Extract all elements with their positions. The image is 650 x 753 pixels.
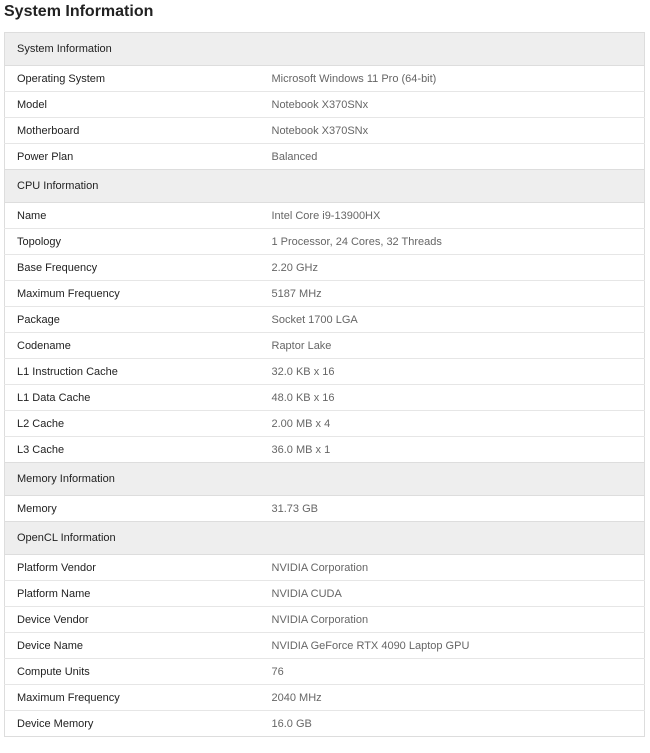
row-label: Device Name: [5, 633, 260, 659]
table-row: [5, 581, 645, 607]
row-label: L1 Instruction Cache: [5, 359, 260, 385]
row-value: Notebook X370SNx: [260, 118, 645, 144]
system-info-table: [4, 32, 645, 737]
row-label: L1 Data Cache: [5, 385, 260, 411]
table-row: [5, 203, 645, 229]
table-row: [5, 711, 645, 737]
row-value: 1 Processor, 24 Cores, 32 Threads: [260, 229, 645, 255]
row-label: Motherboard: [5, 118, 260, 144]
table-row: [5, 496, 645, 522]
row-value: 2040 MHz: [260, 685, 645, 711]
section-header-row: [5, 463, 645, 496]
row-label: L2 Cache: [5, 411, 260, 437]
row-value: 76: [260, 659, 645, 685]
row-label: Name: [5, 203, 260, 229]
row-label: Compute Units: [5, 659, 260, 685]
row-value: Raptor Lake: [260, 333, 645, 359]
row-label: Base Frequency: [5, 255, 260, 281]
row-value: 48.0 KB x 16: [260, 385, 645, 411]
section-title: CPU Information: [5, 170, 645, 203]
system-info-table-body: [5, 33, 645, 737]
row-label: Memory: [5, 496, 260, 522]
table-row: [5, 66, 645, 92]
section-header-row: [5, 522, 645, 555]
table-row: [5, 144, 645, 170]
table-row: [5, 437, 645, 463]
table-row: [5, 607, 645, 633]
row-value: 16.0 GB: [260, 711, 645, 737]
row-value: 31.73 GB: [260, 496, 645, 522]
row-label: Model: [5, 92, 260, 118]
row-label: Maximum Frequency: [5, 685, 260, 711]
page-title: System Information: [4, 3, 154, 20]
row-label: Topology: [5, 229, 260, 255]
row-value: Microsoft Windows 11 Pro (64-bit): [260, 66, 645, 92]
section-title: Memory Information: [5, 463, 645, 496]
table-row: [5, 633, 645, 659]
table-row: [5, 307, 645, 333]
row-label: Maximum Frequency: [5, 281, 260, 307]
row-value: 36.0 MB x 1: [260, 437, 645, 463]
row-label: Codename: [5, 333, 260, 359]
table-row: [5, 411, 645, 437]
row-label: Platform Name: [5, 581, 260, 607]
row-label: Power Plan: [5, 144, 260, 170]
table-row: [5, 359, 645, 385]
row-label: Operating System: [5, 66, 260, 92]
table-row: [5, 281, 645, 307]
table-row: [5, 229, 645, 255]
row-label: L3 Cache: [5, 437, 260, 463]
row-label: Device Vendor: [5, 607, 260, 633]
table-row: [5, 333, 645, 359]
row-value: Socket 1700 LGA: [260, 307, 645, 333]
table-row: [5, 118, 645, 144]
table-row: [5, 255, 645, 281]
row-value: NVIDIA CUDA: [260, 581, 645, 607]
table-row: [5, 385, 645, 411]
row-value: Notebook X370SNx: [260, 92, 645, 118]
row-value: NVIDIA Corporation: [260, 555, 645, 581]
row-value: 5187 MHz: [260, 281, 645, 307]
table-row: [5, 92, 645, 118]
row-label: Device Memory: [5, 711, 260, 737]
row-value: NVIDIA GeForce RTX 4090 Laptop GPU: [260, 633, 645, 659]
row-value: 2.00 MB x 4: [260, 411, 645, 437]
section-title: OpenCL Information: [5, 522, 645, 555]
section-title: System Information: [5, 33, 645, 66]
row-value: Balanced: [260, 144, 645, 170]
row-label: Platform Vendor: [5, 555, 260, 581]
row-value: NVIDIA Corporation: [260, 607, 645, 633]
table-row: [5, 555, 645, 581]
section-header-row: [5, 33, 645, 66]
row-value: 32.0 KB x 16: [260, 359, 645, 385]
row-value: Intel Core i9-13900HX: [260, 203, 645, 229]
table-row: [5, 659, 645, 685]
section-header-row: [5, 170, 645, 203]
row-value: 2.20 GHz: [260, 255, 645, 281]
row-label: Package: [5, 307, 260, 333]
table-row: [5, 685, 645, 711]
